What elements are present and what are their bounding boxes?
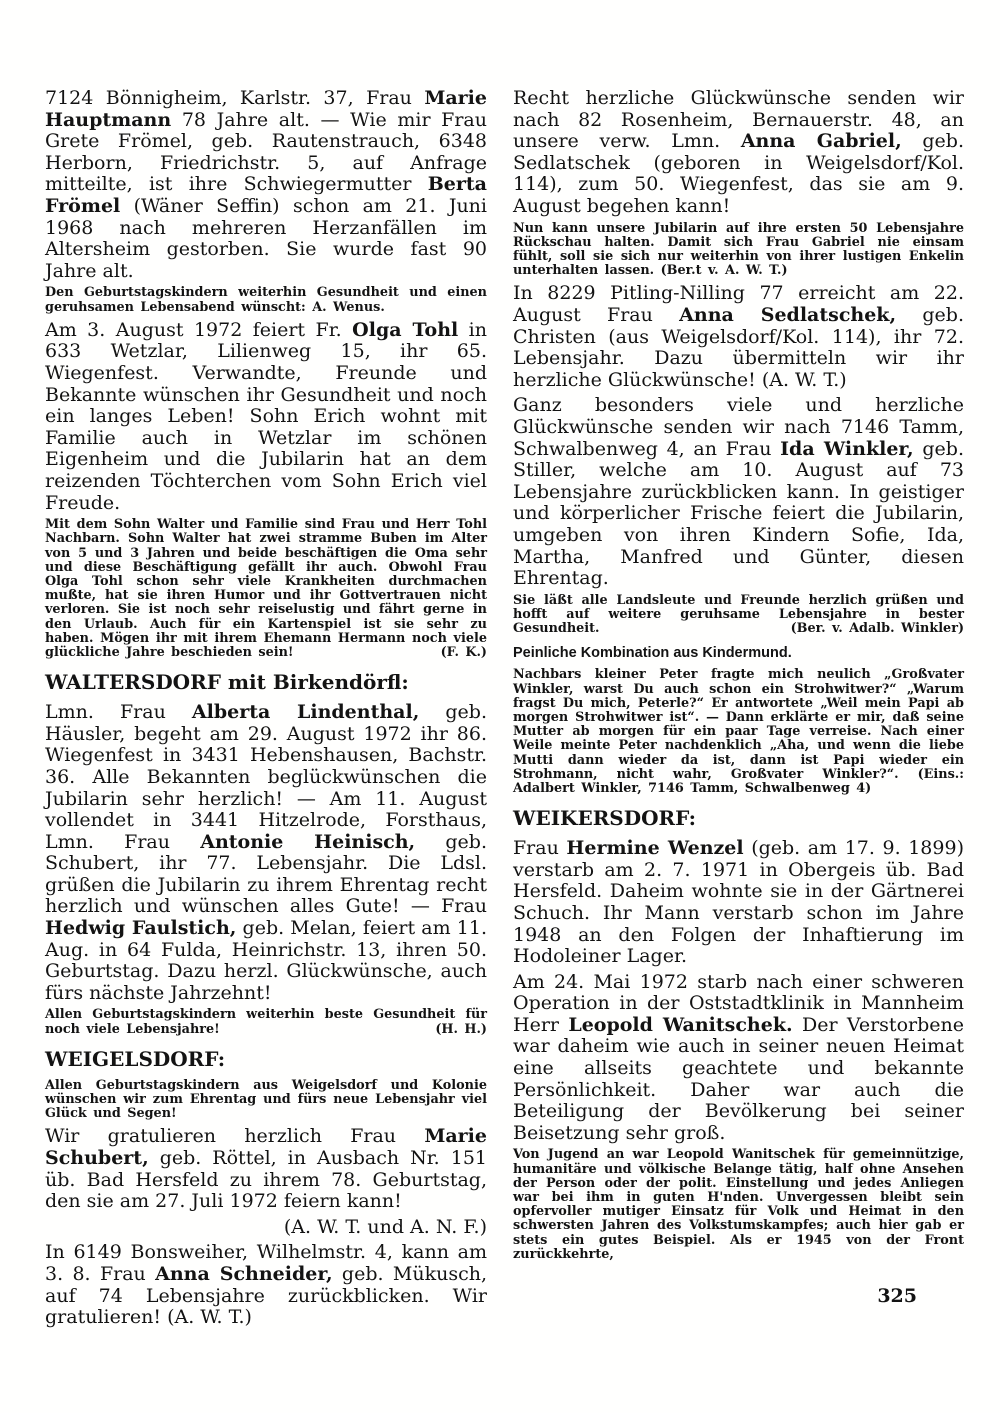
text-run: geb. Christen (aus Weigelsdorf/Kol. 114), ihr 72. Lebensjahr. Dazu übermitteln wir ihr herzliche Glückwünsche! (A. W. T.): [513, 303, 964, 391]
person-name: Ida Winkler,: [780, 437, 914, 460]
text-run: (A. W. T. und A. N. F.): [283, 1215, 487, 1238]
text-run: Frau: [513, 837, 567, 860]
paragraph: [45, 1008, 487, 1036]
paragraph: [513, 972, 964, 1145]
signature: (F. K.): [440, 644, 487, 660]
paragraph: [513, 594, 964, 637]
text-run: Am 3. August 1972 feiert Fr.: [45, 318, 353, 341]
text-run: Ganz besonders viele und herzliche Glückwünsche senden wir nach 7146 Tamm, Schwalbenweg 4, an Frau: [513, 394, 964, 460]
paragraph: [513, 222, 964, 279]
person-name: Berta Frömel: [45, 173, 487, 217]
text-run: (Wäner Seffin) schon am 21. Juni 1968 nach mehreren Herzanfällen im Altersheim gestorben. Sie wurde fast 90 Jahre alt.: [45, 194, 487, 282]
text-run: 78 Jahre alt. — Wie mir Frau Grete Frömel, geb. Rautenstrauch, 6348 Herborn, Friedrichstr. 5, auf Anfrage mitteilte, ist ihre Schwiegermutter: [45, 108, 487, 196]
person-name: Olga Tohl: [352, 318, 459, 341]
text-run: in 633 Wetzlar, Lilienweg 15, ihr 65. Wiegenfest. Verwandte, Freunde und Bekannte wünschen ihr Gesundheit und noch ein langes Leben! Sohn Erich wohnt mit Familie auch in Wetzlar im schönen Eigenheim und die Jubilarin hat an dem reizenden Töchterchen vom Sohn Erich viel Freude.: [45, 318, 487, 514]
paragraph: [45, 320, 487, 514]
signature: (Ber. v. Adalb. Winkler): [790, 621, 964, 637]
paragraph: [45, 702, 487, 1004]
person-name: Hermine Wenzel: [566, 837, 744, 860]
signature: (H. H.): [435, 1021, 487, 1037]
text-run: geb. Mükusch, auf 74 Lebensjahre zurückblicken. Wir gratulieren! (A. W. T.): [45, 1263, 487, 1329]
text-run: Nun kann unsere Jubilarin auf ihre ersten 50 Lebensjahre Rückschau halten. Damit sich Frau Gabriel nie einsam fühlt, soll sie sich nur weiterhin von ihrer lustigen Enkelin unterhalten lassen. (Ber.t v. A. W. T.): [513, 220, 964, 279]
paragraph: [513, 88, 964, 218]
text-run: Nachbars kleiner Peter fragte mich neulich „Großvater Winkler, warst Du auch schon ein Strohwitwer?“ „Warum fragst Du mich, Peterle?“ Er antwortete „Weil mein Papi ab morgen Strohwitwer ist“. — Dann erklärte er mir, daß seine Mutter ab morgen für ein paar Tage verreise. Nach einer Weile meinte Peter nachdenklich „Aha, und wenn die liebe Mutti dann wieder da ist, dann ist Papi wieder ein Strohmann, nicht wahr, Großvater Winkler?“. (Eins.: Adalbert Winkler, 7146 Tamm, Schwalbenweg 4): [513, 667, 964, 796]
paragraph: [513, 838, 964, 968]
page-number: 325: [877, 1285, 917, 1307]
text-run: WEIKERSDORF:: [513, 806, 697, 831]
section-heading: [45, 1047, 487, 1071]
text-run: WALTERSDORF mit Birkendörfl:: [45, 670, 409, 695]
text-run: WEIGELSDORF:: [45, 1046, 226, 1071]
left-column: [45, 88, 487, 1333]
text-run: geb. Röttel, in Ausbach Nr. 151 üb. Bad Hersfeld zu ihrem 78. Geburtstag, den sie am 27. Juli 1972 feiern kann!: [45, 1147, 487, 1213]
text-run: geb. Sedlatschek (geboren in Weigelsdorf/Kol. 114), zum 50. Wiegenfest, das sie am 9. August begehen kann!: [513, 130, 964, 217]
text-run: Peinliche Kombination aus Kindermund.: [513, 645, 792, 662]
text-run: Den Geburtstagskindern weiterhin Gesundheit und einen geruhsamen Lebensabend wünscht: A. Wenus.: [45, 285, 487, 315]
text-run: Allen Geburtstagskindern aus Weigelsdorf und Kolonie wünschen wir zum Ehrentag und fürs neue Lebensjahr viel Glück und Segen!: [45, 1077, 487, 1122]
paragraph: [45, 518, 487, 660]
text-run: geb. Schubert, ihr 77. Lebensjahr. Die Ldsl. grüßen die Jubilarin zu ihrem Ehrentag recht herzlich und wünschen alles Gute! — Frau: [45, 830, 487, 918]
text-run: Am 24. Mai 1972 starb nach einer schweren Operation in der Oststadtklinik in Mannheim Herr: [513, 970, 964, 1036]
person-name: Leopold Wanitschek.: [568, 1013, 793, 1036]
section-heading: [513, 806, 964, 830]
paragraph: [513, 395, 964, 589]
section-heading: [513, 645, 964, 662]
text-run: geb. Melan, feiert am 11. Aug. in 64 Fulda, Heinrichstr. 13, ihren 50. Geburtstag. Dazu herzl. Glückwünsche, auch fürs nächste Jahrzehnt!: [45, 917, 487, 1004]
person-name: Anna Gabriel,: [740, 130, 902, 153]
text-run: In 8229 Pitling-Nilling 77 erreicht am 22. August Frau: [513, 282, 964, 326]
person-name: Marie Schubert,: [45, 1125, 487, 1170]
text-run: (geb. am 17. 9. 1899) verstarb am 2. 7. 1971 in Obergeis üb. Bad Hersfeld. Daheim wohnte sie in der Gärtnerei Schuch. Ihr Mann verstarb schon im Jahre 1948 an den Folgen der Inhaftierung im Hodoleiner Lager.: [513, 837, 964, 968]
text-run: Wir gratulieren herzlich Frau: [45, 1125, 425, 1148]
text-run: Mit dem Sohn Walter und Familie sind Frau und Herr Tohl Nachbarn. Sohn Walter hat zwei stramme Buben im Alter von 5 und 3 Jahren und beide beschäftigen die Oma sehr und diese Beschäftigung gefällt ihr auch. Obwohl Frau Olga Tohl schon sehr viele Krankheiten durchmachen mußte, hat sie ihren Humor und ihr Gottvertrauen nicht verloren. Sie ist noch sehr reiselustig und fährt gerne in den Urlaub. Auch für ein Kartenspiel ist sie sehr zu haben. Mögen ihr mit ihrem Ehemann Hermann noch viele glückliche Jahre beschieden sein!: [45, 517, 487, 660]
text-run: In 6149 Bonsweiher, Wilhelmstr. 4, kann am 3. 8. Frau: [45, 1241, 487, 1286]
person-name: Alberta Lindenthal,: [191, 701, 420, 724]
text-run: Von Jugend an war Leopold Wanitschek für gemeinnützige, humanitäre und völkische Belange tätig, half ohne Ansehen der Person oder der polit. Einstellung und jedes Anliegen war bei ihm in guten H'nden. Unvergessen bleibt sein opfervoller mutiger Einsatz für Volk und Heimat in den schwersten Jahren des Volkstumskampfes; auch hier gab er stets ein gutes Beispiel. Als er 1945 von der Front zurückkehrte,: [513, 1147, 964, 1262]
text-run: geb. Häusler, begeht am 29. August 1972 ihr 86. Wiegenfest in 3431 Hebenshausen, Bachstr. 36. Alle Bekannten beglückwünschen die Jubilarin sehr herzlich! — Am 11. August vollendet in 3441 Hitzelrode, Forsthaus, Lmn. Frau: [45, 701, 487, 853]
text-run: Lmn. Frau: [45, 701, 192, 724]
paragraph: [513, 1148, 964, 1262]
section-heading: [45, 670, 487, 694]
text-run: geb. Stiller, welche am 10. August auf 73 Lebensjahre zurückblicken kann. In geistiger und körperlicher Frische feiert die Jubilarin, umgeben von ihren Kindern Sofie, Ida, Martha, Manfred und Günter, diesen Ehrentag.: [513, 437, 964, 590]
person-name: Hedwig Faulstich,: [45, 917, 237, 940]
paragraph: [45, 1126, 487, 1212]
paragraph: [45, 1242, 487, 1328]
text-run: Recht herzliche Glückwünsche senden wir nach 82 Rosenheim, Bernauerstr. 48, an unsere verw. Lmn.: [513, 87, 964, 153]
person-name: Antonie Heinisch,: [200, 830, 416, 853]
right-column: [513, 88, 964, 1267]
paragraph: [513, 668, 964, 796]
text-run: Sie läßt alle Landsleute und Freunde herzlich grüßen und hofft auf weitere geruhsame Lebensjahre in bester Gesundheit.: [513, 592, 964, 637]
text-run: Allen Geburtstagskindern weiterhin beste Gesundheit für noch viele Lebensjahre!: [45, 1007, 487, 1037]
person-name: Anna Schneider,: [155, 1263, 333, 1286]
person-name: Marie Hauptmann: [45, 87, 487, 131]
paragraph: [45, 286, 487, 314]
paragraph: [45, 88, 487, 282]
text-run: Der Verstorbene war daheim wie auch in seiner neuen Heimat eine allseits geachtete und bekannte Persönlichkeit. Daher war auch die Beteiligung der Bevölkerung bei seiner Beisetzung sehr groß.: [513, 1013, 964, 1144]
paragraph: [45, 1217, 487, 1239]
person-name: Anna Sedlatschek,: [679, 303, 897, 326]
paragraph: [45, 1079, 487, 1122]
text-run: 7124 Bönnigheim, Karlstr. 37, Frau: [45, 87, 425, 109]
paragraph: [513, 283, 964, 391]
